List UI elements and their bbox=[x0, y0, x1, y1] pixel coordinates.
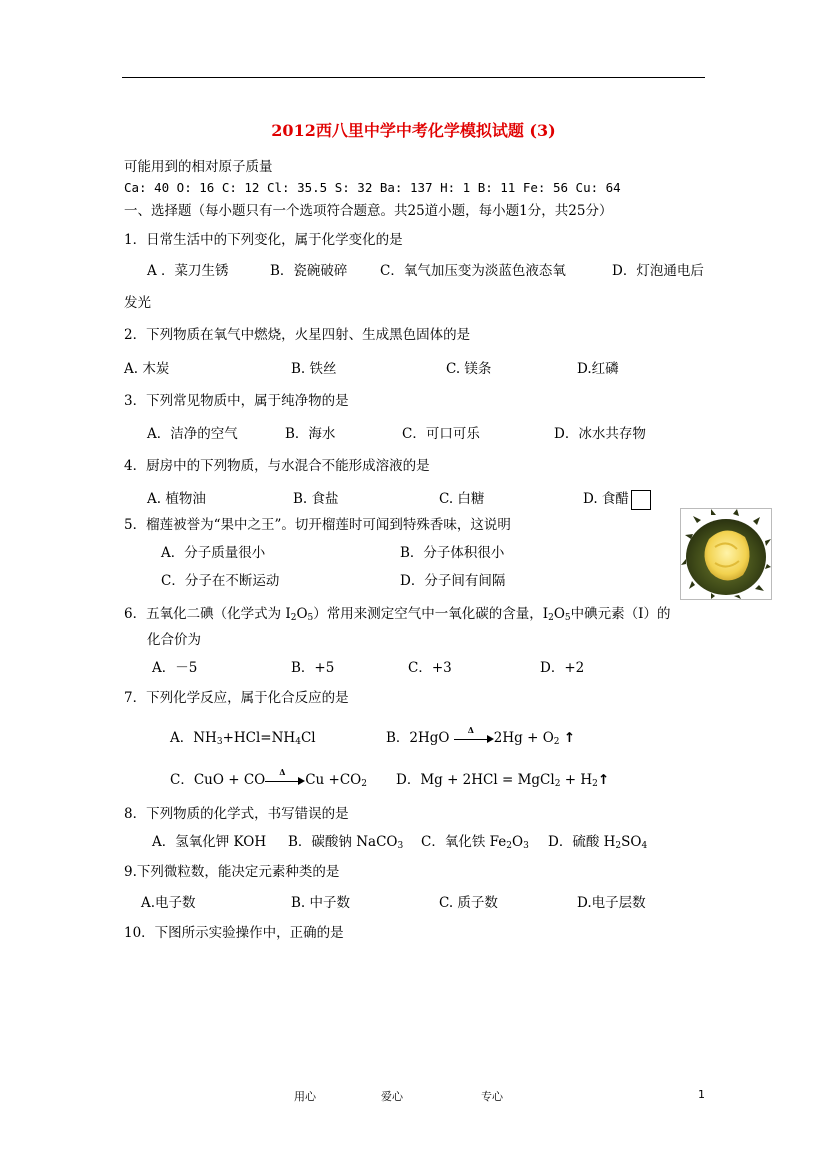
q7-option-a bbox=[170, 726, 316, 746]
q4-option-a: A. 植物油 bbox=[147, 491, 206, 507]
question-4-stem: 4．厨房中的下列物质，与水混合不能形成溶液的是 bbox=[124, 458, 430, 474]
q6-stem-o: O bbox=[296, 606, 308, 622]
section-heading: 一、选择题（每小题只有一个选项符合题意。共25道小题，每小题1分，共25分） bbox=[124, 203, 613, 219]
q9-option-d: D.电子层数 bbox=[577, 895, 646, 911]
q4-option-d bbox=[583, 487, 651, 510]
q9-option-a: A.电子数 bbox=[141, 895, 196, 911]
q2-option-d: D.红磷 bbox=[577, 361, 619, 377]
q8c-text: O bbox=[511, 834, 524, 850]
q7b-sub: 2 bbox=[553, 737, 560, 747]
q8b-sub: 3 bbox=[397, 841, 404, 851]
exam-title: 2012西八里中学中考化学模拟试题 (3) bbox=[271, 121, 556, 140]
q8-option-d bbox=[548, 830, 647, 850]
question-5-stem: 5．榴莲被誉为“果中之王”。切开榴莲时可闻到特殊香味，这说明 bbox=[124, 517, 511, 533]
q6-option-b: B．+5 bbox=[291, 660, 335, 676]
q9-option-b: B. 中子数 bbox=[291, 895, 351, 911]
q2-option-c: C. 镁条 bbox=[446, 361, 492, 377]
q9-option-c: C. 质子数 bbox=[439, 895, 498, 911]
q1-option-c: C．氧气加压变为淡蓝色液态氧 bbox=[380, 263, 566, 279]
q7a-sub: 3 bbox=[216, 737, 223, 747]
q6-sub: 5 bbox=[307, 613, 314, 623]
question-2-stem: 2．下列物质在氧气中燃烧，火星四射、生成黑色固体的是 bbox=[124, 327, 471, 343]
gas-arrow-icon: ↑ bbox=[597, 772, 610, 788]
q4-option-d-label: D. 食醋 bbox=[583, 491, 629, 507]
q7c-text: Cu +CO bbox=[305, 772, 362, 788]
q6-stem-pre: 6．五氧化二碘（化学式为 I bbox=[124, 606, 291, 622]
q6-sub: 2 bbox=[548, 613, 554, 623]
heat-arrow-icon bbox=[454, 724, 494, 744]
answer-box-icon bbox=[631, 490, 651, 510]
footer-text-3: 专心 bbox=[481, 1090, 503, 1103]
heat-arrow-icon bbox=[265, 766, 305, 786]
q6-option-d: D．+2 bbox=[540, 660, 585, 676]
q8c-text: C．氧化铁 Fe bbox=[421, 834, 507, 850]
q2-option-b: B. 铁丝 bbox=[291, 361, 337, 377]
q8d-sub: 4 bbox=[641, 841, 648, 851]
atomic-masses-heading: 可能用到的相对原子质量 bbox=[124, 159, 273, 175]
q7a-text: A．NH bbox=[170, 730, 217, 746]
q6-sub: 5 bbox=[564, 613, 571, 623]
footer-text-1: 用心 bbox=[294, 1090, 316, 1103]
q1-option-b: B．瓷碗破碎 bbox=[270, 263, 348, 279]
q7d-sub: 2 bbox=[592, 779, 598, 789]
q7-option-c bbox=[170, 768, 367, 788]
question-8-stem: 8．下列物质的化学式，书写错误的是 bbox=[124, 806, 349, 822]
q3-option-c: C．可口可乐 bbox=[402, 426, 480, 442]
q5-option-b: B．分子体积很小 bbox=[400, 545, 505, 561]
q7b-text: 2Hg + O bbox=[493, 730, 554, 746]
header-rule bbox=[122, 77, 705, 78]
q7d-sub: 2 bbox=[554, 779, 561, 789]
q6-option-c: C．+3 bbox=[408, 660, 452, 676]
q8-option-a: A．氢氧化钾 KOH bbox=[152, 834, 267, 850]
question-6-stem-cont: 化合价为 bbox=[147, 632, 201, 648]
q6-stem-post: 中碘元素（I）的 bbox=[570, 606, 671, 622]
q7-option-b bbox=[386, 726, 575, 746]
q8c-sub: 3 bbox=[523, 841, 529, 851]
q7c-sub: 2 bbox=[361, 779, 367, 789]
footer-text-2: 爱心 bbox=[381, 1090, 403, 1103]
q3-option-a: A．洁净的空气 bbox=[147, 426, 238, 442]
atomic-masses: Ca: 40 O: 16 C: 12 Cl: 35.5 S: 32 Ba: 137 H: 1 B: 11 Fe: 56 Cu: 64 bbox=[124, 180, 621, 195]
q8b-text: B．碳酸钠 NaCO bbox=[288, 834, 398, 850]
q5-option-c: C．分子在不断运动 bbox=[161, 573, 280, 589]
q4-option-c: C. 白糖 bbox=[439, 491, 485, 507]
q6-stem-mid: ）常用来测定空气中一氧化碳的含量，I bbox=[313, 606, 549, 622]
q7b-text: B．2HgO bbox=[386, 730, 450, 746]
q4-option-b: B. 食盐 bbox=[293, 491, 339, 507]
q1-option-d-cont: 发光 bbox=[124, 295, 151, 311]
gas-arrow-icon: ↑ bbox=[563, 730, 576, 746]
q8-option-c bbox=[421, 830, 529, 850]
q8-option-b bbox=[288, 830, 403, 850]
q7a-text: +HCl=NH bbox=[222, 730, 296, 746]
q7d-text: D．Mg + 2HCl = MgCl bbox=[396, 772, 555, 788]
q3-option-b: B．海水 bbox=[285, 426, 336, 442]
q7c-text: C．CuO + CO bbox=[170, 772, 266, 788]
q7d-text: + H bbox=[560, 772, 593, 788]
q5-option-a: A．分子质量很小 bbox=[161, 545, 266, 561]
q1-option-a: A ．菜刀生锈 bbox=[147, 263, 229, 279]
question-7-stem: 7．下列化学反应，属于化合反应的是 bbox=[124, 690, 349, 706]
q6-stem-o: O bbox=[553, 606, 565, 622]
q8c-sub: 2 bbox=[506, 841, 512, 851]
q7a-sub: 4 bbox=[295, 737, 301, 747]
delta-label: Δ bbox=[467, 724, 475, 735]
q6-option-a: A．－5 bbox=[152, 660, 198, 676]
q1-option-d: D．灯泡通电后 bbox=[612, 263, 704, 279]
q8d-text: D．硫酸 H bbox=[548, 834, 616, 850]
q8d-text: SO bbox=[621, 834, 642, 850]
question-1-stem: 1．日常生活中的下列变化，属于化学变化的是 bbox=[124, 232, 403, 248]
q6-sub: 2 bbox=[290, 613, 297, 623]
q8d-sub: 2 bbox=[615, 841, 622, 851]
q7-option-d bbox=[396, 768, 609, 788]
q3-option-d: D．冰水共存物 bbox=[554, 426, 646, 442]
q2-option-a: A. 木炭 bbox=[124, 361, 170, 377]
question-10-stem: 10．下图所示实验操作中，正确的是 bbox=[124, 925, 344, 941]
durian-photo-icon bbox=[680, 508, 772, 600]
page-number: 1 bbox=[698, 1088, 705, 1101]
delta-label: Δ bbox=[279, 766, 286, 777]
q5-option-d: D．分子间有间隔 bbox=[400, 573, 506, 589]
question-6-stem bbox=[124, 602, 671, 622]
question-9-stem: 9.下列微粒数，能决定元素种类的是 bbox=[124, 864, 340, 880]
question-3-stem: 3．下列常见物质中，属于纯净物的是 bbox=[124, 393, 349, 409]
q7a-text: Cl bbox=[300, 730, 316, 746]
